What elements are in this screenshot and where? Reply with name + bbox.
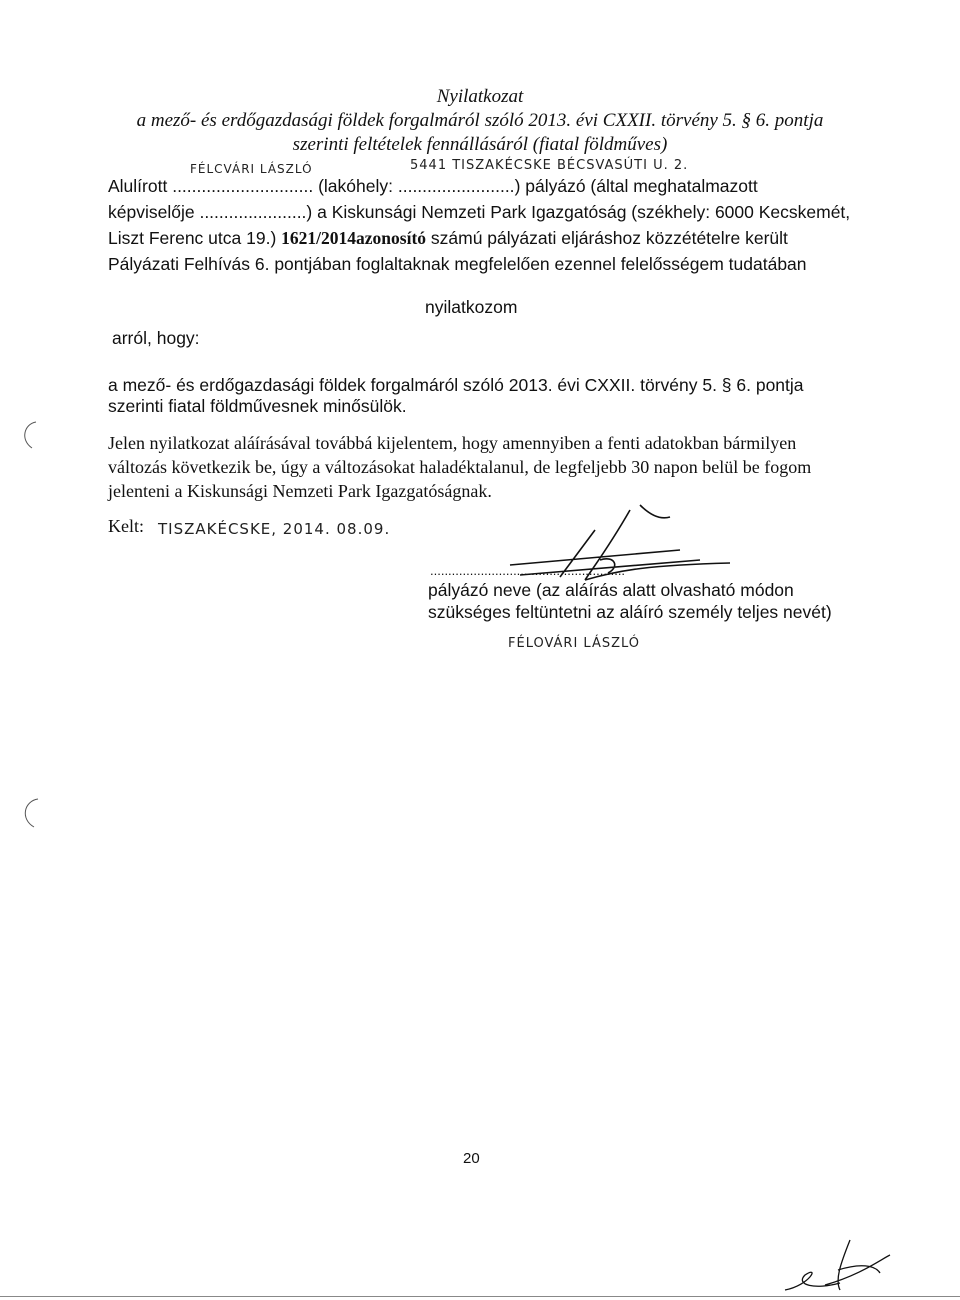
intro-line-3 — [108, 228, 788, 249]
address-dots: ........................ — [397, 176, 515, 196]
office-address-text: ) a Kiskunsági Nemzeti Park Igazgatóság (székhely: 6000 Kecskemét, — [306, 202, 851, 222]
punch-hole-mark-bottom — [18, 795, 48, 835]
handwritten-name-inline: FÉLCVÁRI LÁSZLÓ — [190, 162, 313, 176]
label-palyazo: ) pályázó (által meghatalmazott — [514, 176, 758, 196]
document-subtitle-line-2: szerinti feltételek fennállásáról (fiatal földműves) — [292, 134, 668, 155]
intro-line-1 — [108, 176, 758, 197]
label-kepviseloje: képviselője — [108, 202, 195, 222]
representative-dots: ...................... — [199, 202, 307, 222]
kelt-label: Kelt: — [108, 516, 144, 536]
signature-caption-2: szükséges feltüntetni az aláíró személy teljes nevét) — [428, 602, 832, 622]
scan-edge-line — [0, 1296, 960, 1297]
signature-caption-1: pályázó neve (az aláírás alatt olvasható módon — [428, 580, 794, 600]
statement-line-2: szerinti fiatal földművesnek minősülök. — [108, 396, 407, 416]
label-alulirott: Alulírott — [108, 176, 168, 196]
printed-name-handwritten: FÉLOVÁRI LÁSZLÓ — [508, 636, 641, 651]
punch-hole-mark-top — [18, 418, 48, 458]
document-title: Nyilatkozat — [436, 86, 524, 107]
statement-line-1: a mező- és erdőgazdasági földek forgalmáról szóló 2013. évi CXXII. törvény 5. § 6. pontja — [108, 375, 804, 395]
page-number: 20 — [463, 1150, 480, 1167]
paragraph-line-1: Jelen nyilatkozat aláírásával továbbá kijelentem, hogy amennyiben a fenti adatokban bármilyen — [108, 433, 797, 453]
street-address: Liszt Ferenc utca 19.) — [108, 228, 277, 248]
paragraph-line-2: változás következik be, úgy a változásokat haladéktalanul, de legfeljebb 30 napon belül be fogom — [108, 457, 812, 477]
document-subtitle-line-1: a mező- és erdőgazdasági földek forgalmáról szóló 2013. évi CXXII. törvény 5. § 6. pontja — [136, 110, 824, 131]
tender-text: számú pályázati eljáráshoz közzétételre került — [430, 228, 788, 248]
handwritten-address: 5441 TISZAKÉCSKE BÉCSVASÚTI U. 2. — [410, 158, 689, 173]
intro-line-2 — [108, 202, 850, 223]
label-lakohely: (lakóhely: — [318, 176, 393, 196]
tender-id: 1621/2014azonosító — [281, 228, 427, 248]
initials-graphic — [780, 1235, 900, 1295]
name-dots: ............................. — [172, 176, 314, 196]
signature-dots: ...................................................... — [430, 563, 626, 578]
declaration-word: nyilatkozom — [425, 297, 518, 317]
kelt-handwritten: TISZAKÉCSKE, 2014. 08.09. — [158, 520, 391, 538]
intro-line-4: Pályázati Felhívás 6. pontjában foglaltaknak megfelelően ezennel felelősségem tudatában — [108, 254, 807, 274]
about-label: arról, hogy: — [112, 328, 200, 348]
paragraph-line-3: jelenteni a Kiskunsági Nemzeti Park Igazgatóságnak. — [108, 481, 492, 501]
